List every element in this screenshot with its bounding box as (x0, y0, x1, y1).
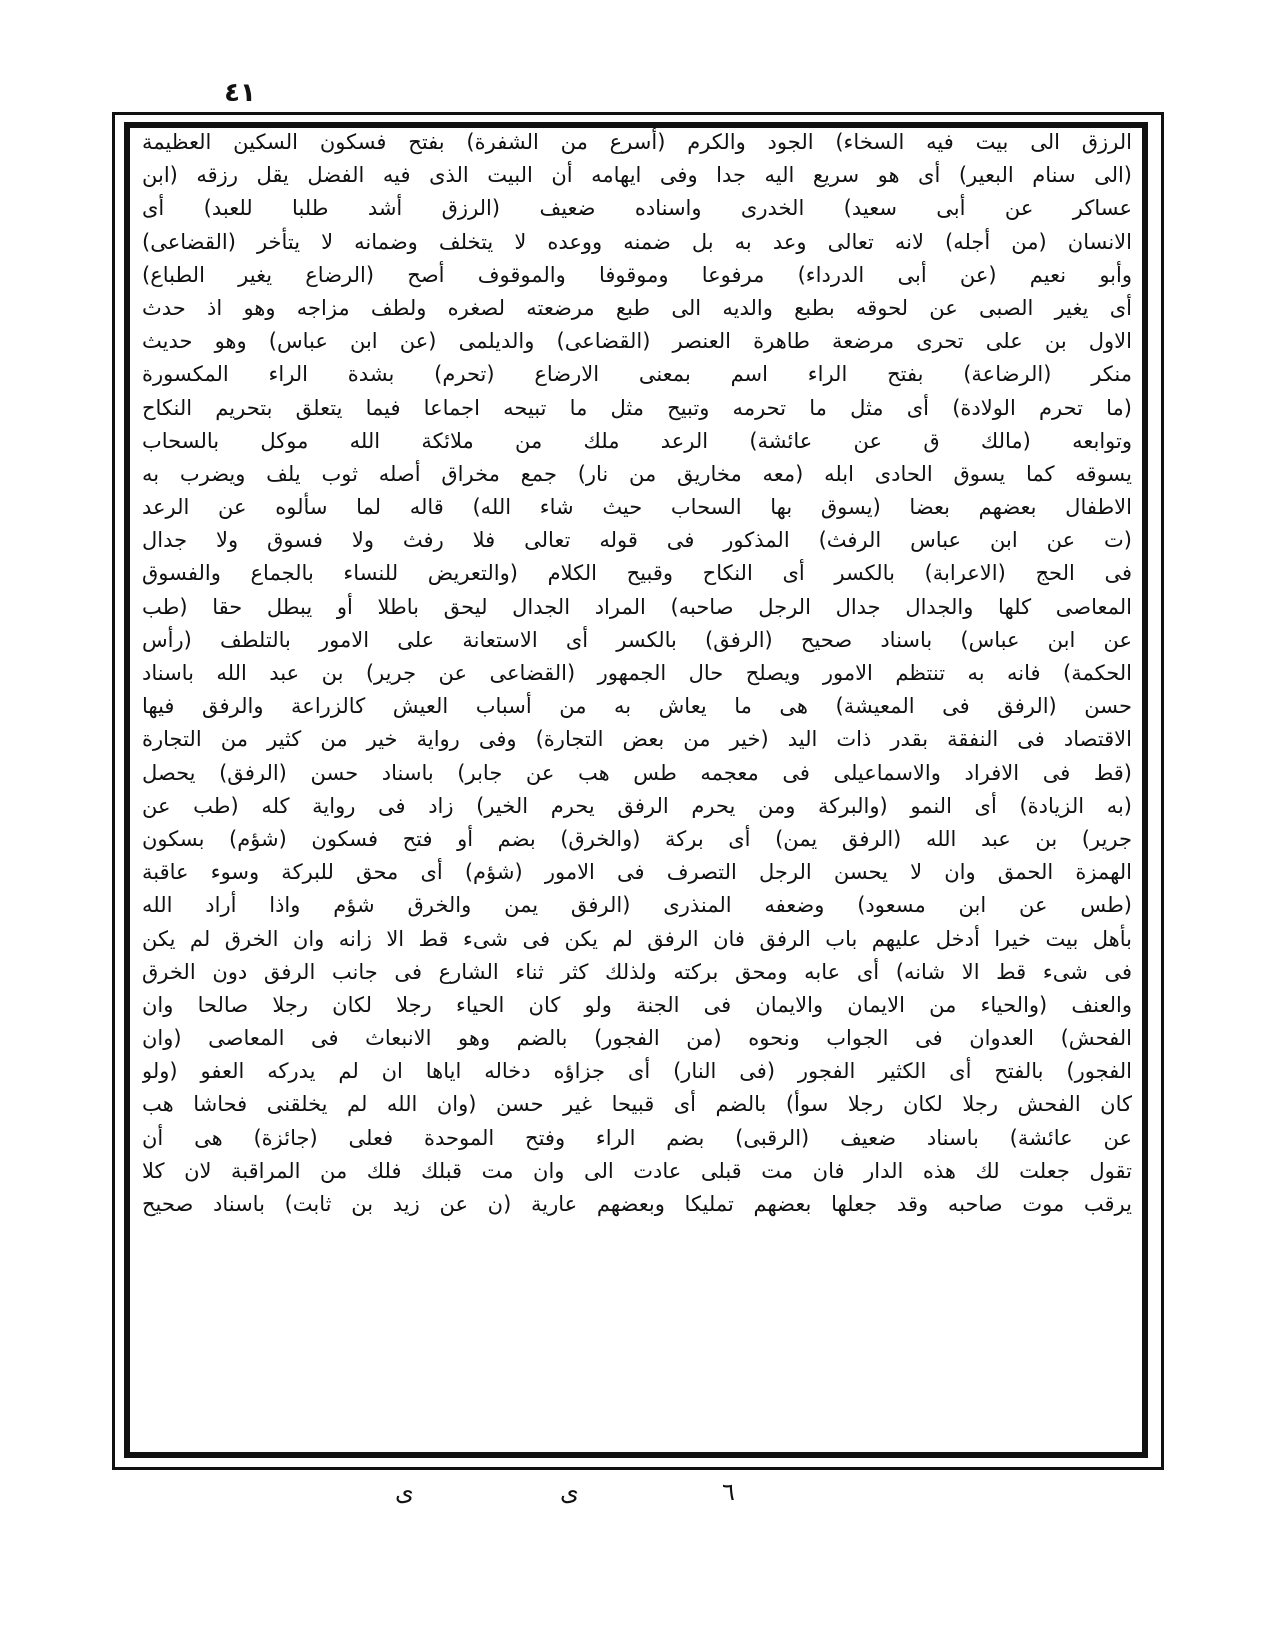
text-line: (قط فى الافراد والاسماعيلى فى معجمه طس هب عن جابر) باسناد حسن (الرفق) يحصل (142, 760, 1132, 785)
text-line: فى الحج (الاعرابة) بالكسر أى النكاح وقبيح الكلام (والتعريض للنساء بالجماع والفسوق (142, 561, 1132, 586)
text-line: الانسان (من أجله) لانه تعالى وعد به بل ضمنه ووعده لا يتخلف وضمانه لا يتأخر (القضاعى) (142, 229, 1132, 254)
text-line: الرزق الى بيت فيه السخاء) الجود والكرم (أسرع من الشفرة) بفتح فسكون السكين العظيمة (142, 130, 1132, 154)
text-line: الاول بن على تحرى مرضعة طاهرة العنصر (القضاعى) والديلمى (عن ابن عباس) وهو حديث (142, 329, 1132, 354)
text-line: وتوابعه (مالك ق عن عائشة) الرعد ملك من ملائكة الله موكل بالسحاب (142, 428, 1132, 453)
text-line: وأبو نعيم (عن أبى الدرداء) مرفوعا وموقوفا والموقوف أصح (الرضاع يغير الطباع) (142, 262, 1132, 287)
text-line: والعنف (والحياء من الايمان والايمان فى الجنة ولو كان الحياء رجلا لكان رجلا صالحا وان (142, 992, 1132, 1017)
text-line: (الى سنام البعير) أى هو سريع اليه جدا وفى ايهامه أن البيت الذى فيه الفضل يقل رزقه (ابن (142, 163, 1132, 188)
text-line: الاقتصاد فى النفقة بقدر ذات اليد (خير من بعض التجارة) وفى رواية خير من كثير من التجارة (142, 727, 1132, 752)
text-line: كان الفحش رجلا لكان رجلا سوأ) بالضم أى قبيحا غير حسن (وان الله لم يخلقنى فحاشا هب (142, 1092, 1132, 1117)
text-line: فى شىء قط الا شانه) أى عابه ومحق بركته ولذلك كثر ثناء الشارع فى جانب الرفق دون الخرق (142, 959, 1132, 984)
catchword: ى (560, 1478, 579, 1506)
text-line: الفجور) بالفتح أى الكثير الفجور (فى النار) أى جزاؤه دخاله اياها ان لم يدركه العفو (ولو (142, 1059, 1132, 1084)
text-line: بأهل بيت خيرا أدخل عليهم باب الرفق فان الرفق لم يكن فى شىء قط الا زانه وان الخرق لم يكن (142, 926, 1132, 951)
text-line: عن عائشة) باسناد ضعيف (الرقبى) بضم الراء وفتح الموحدة فعلى (جائزة) هى أن (142, 1125, 1132, 1150)
footer-catchwords (0, 1478, 1275, 1508)
text-line: تقول جعلت لك هذه الدار فان مت قبلى عادت الى وان مت قبلك فلك من المراقبة لان كلا (142, 1158, 1132, 1183)
catchword: ى (395, 1478, 414, 1506)
text-line: الحكمة) فانه به تنتظم الامور ويصلح حال الجمهور (القضاعى عن جرير) بن عبد الله باسناد (142, 661, 1132, 685)
text-line: الفحش) العدوان فى الجواب ونحوه (من الفجور) بالضم وهو الانبعاث فى المعاصى (وان (142, 1026, 1132, 1051)
text-line: (ت عن ابن عباس الرفث) المذكور فى قوله تعالى فلا رفث ولا فسوق ولا جدال (142, 528, 1132, 553)
text-line: الاطفال بعضهم بعضا (يسوق بها السحاب حيث شاء الله) قاله لما سألوه عن الرعد (142, 495, 1132, 520)
text-line: يرقب موت صاحبه وقد جعلها بعضهم تمليكا وبعضهم عارية (ن عن زيد بن ثابت) باسناد صحيح (142, 1192, 1132, 1216)
text-line: عساكر عن أبى سعيد) الخدرى واسناده ضعيف (الرزق أشد طلبا للعبد) أى (142, 196, 1132, 221)
page-number: ٤١ (224, 78, 256, 108)
text-line: الهمزة الحمق وان لا يحسن الرجل التصرف فى الامور (شؤم) أى محق للبركة وسوء عاقبة (142, 860, 1132, 885)
text-line: المعاصى كلها والجدال جدال الرجل صاحبه) المراد الجدال ليحق باطلا أو يبطل حقا (طب (142, 594, 1132, 619)
text-line: أى يغير الصبى عن لحوقه بطبع والديه الى طبع مرضعته لصغره ولطف مزاجه وهو اذ حدث (142, 295, 1132, 320)
main-text (142, 126, 1132, 1456)
text-line: عن ابن عباس) باسناد صحيح (الرفق) بالكسر أى الاستعانة على الامور بالتلطف (رأس (142, 627, 1132, 652)
catchword: ٦ (722, 1478, 735, 1506)
text-line: (طس عن ابن مسعود) وضعفه المنذرى (الرفق يمن والخرق شؤم واذا أراد الله (142, 893, 1132, 918)
text-line: منكر (الرضاعة) بفتح الراء اسم بمعنى الارضاع (تحرم) بشدة الراء المكسورة (142, 362, 1132, 387)
text-line: يسوقه كما يسوق الحادى ابله (معه مخاريق من نار) جمع مخراق أصله ثوب يلف ويضرب به (142, 461, 1132, 486)
text-line: جرير) بن عبد الله (الرفق يمن) أى بركة (والخرق) بضم أو فتح فسكون (شؤم) بسكون (142, 826, 1132, 851)
text-line: حسن (الرفق فى المعيشة) هى ما يعاش به من أسباب العيش كالزراعة والرفق فيها (142, 694, 1132, 719)
text-line: (به الزيادة) أى النمو (والبركة ومن يحرم الرفق يحرم الخير) زاد فى رواية كله (طب عن (142, 793, 1132, 818)
text-line: (ما تحرم الولادة) أى مثل ما تحرمه وتبيح مثل ما تبيحه اجماعا فيما يتعلق بتحريم النكاح (142, 395, 1132, 420)
